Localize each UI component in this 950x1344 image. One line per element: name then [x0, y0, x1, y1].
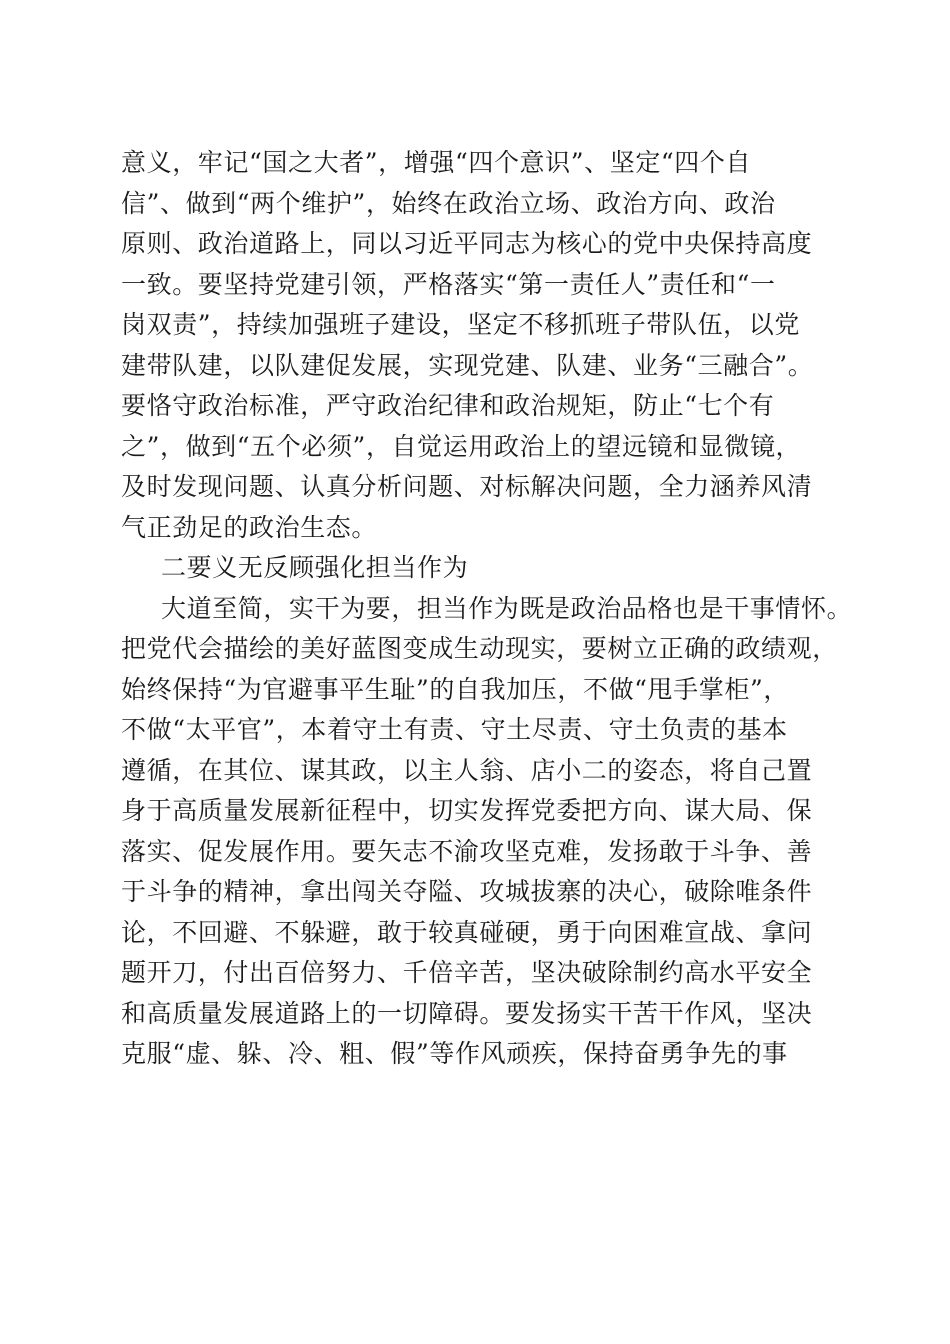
- body-line: 和高质量发展道路上的一切障碍。要发扬实干苦干作风，坚决: [121, 998, 813, 1028]
- document-body: [121, 143, 853, 1075]
- body-line: 始终保持“为官避事平生耻”的自我加压，不做“甩手掌柜”，: [121, 674, 789, 704]
- body-line: 岗双责”，持续加强班子建设，坚定不移抓班子带队伍，以党: [121, 310, 800, 339]
- body-line: 克服“虚、躲、冷、粗、假”等作风顽疾，保持奋勇争先的事: [121, 1039, 788, 1068]
- body-line: 遵循，在其位、谋其政，以主人翁、店小二的姿态，将自己置: [121, 755, 813, 785]
- body-line: 意义，牢记“国之大者”，增强“四个意识”、坚定“四个自: [121, 148, 752, 177]
- body-line: 大道至简，实干为要，担当作为既是政治品格也是干事情怀。: [161, 593, 853, 623]
- body-line: 题开刀，付出百倍努力、千倍辛苦，坚决破除制约高水平安全: [121, 958, 813, 987]
- body-line: 把党代会描绘的美好蓝图变成生动现实，要树立正确的政绩观，: [121, 634, 838, 663]
- body-line: 不做“太平官”，本着守土有责、守土尽责、守土负责的基本: [121, 715, 788, 744]
- body-line: 气正劲足的政治生态。: [121, 512, 378, 542]
- body-line: 于斗争的精神，拿出闯关夺隘、攻城拔寨的决心，破除唯条件: [121, 877, 813, 906]
- body-line: 之”，做到“五个必须”，自觉运用政治上的望远镜和显微镜，: [121, 431, 802, 461]
- body-line: 一致。要坚持党建引领，严格落实“第一责任人”责任和“一: [121, 269, 776, 299]
- body-line: 身于高质量发展新征程中，切实发挥党委把方向、谋大局、保: [121, 796, 813, 825]
- body-line: 原则、政治道路上，同以习近平同志为核心的党中央保持高度: [121, 229, 813, 258]
- body-line: 信”、做到“两个维护”，始终在政治立场、政治方向、政治: [121, 188, 776, 218]
- body-line: 要恪守政治标准，严守政治纪律和政治规矩，防止“七个有: [121, 391, 775, 420]
- body-line: 落实、促发展作用。要矢志不渝攻坚克难，发扬敢于斗争、善: [121, 836, 813, 866]
- body-line: 建带队建，以队建促发展，实现党建、队建、业务“三融合”。: [121, 350, 814, 380]
- body-line: 论，不回避、不躲避，敢于较真碰硬，勇于向困难宣战、拿问: [121, 917, 813, 947]
- body-line: 及时发现问题、认真分析问题、对标解决问题，全力涵养风清: [121, 472, 813, 501]
- section-heading: 二要义无反顾强化担当作为: [161, 553, 469, 582]
